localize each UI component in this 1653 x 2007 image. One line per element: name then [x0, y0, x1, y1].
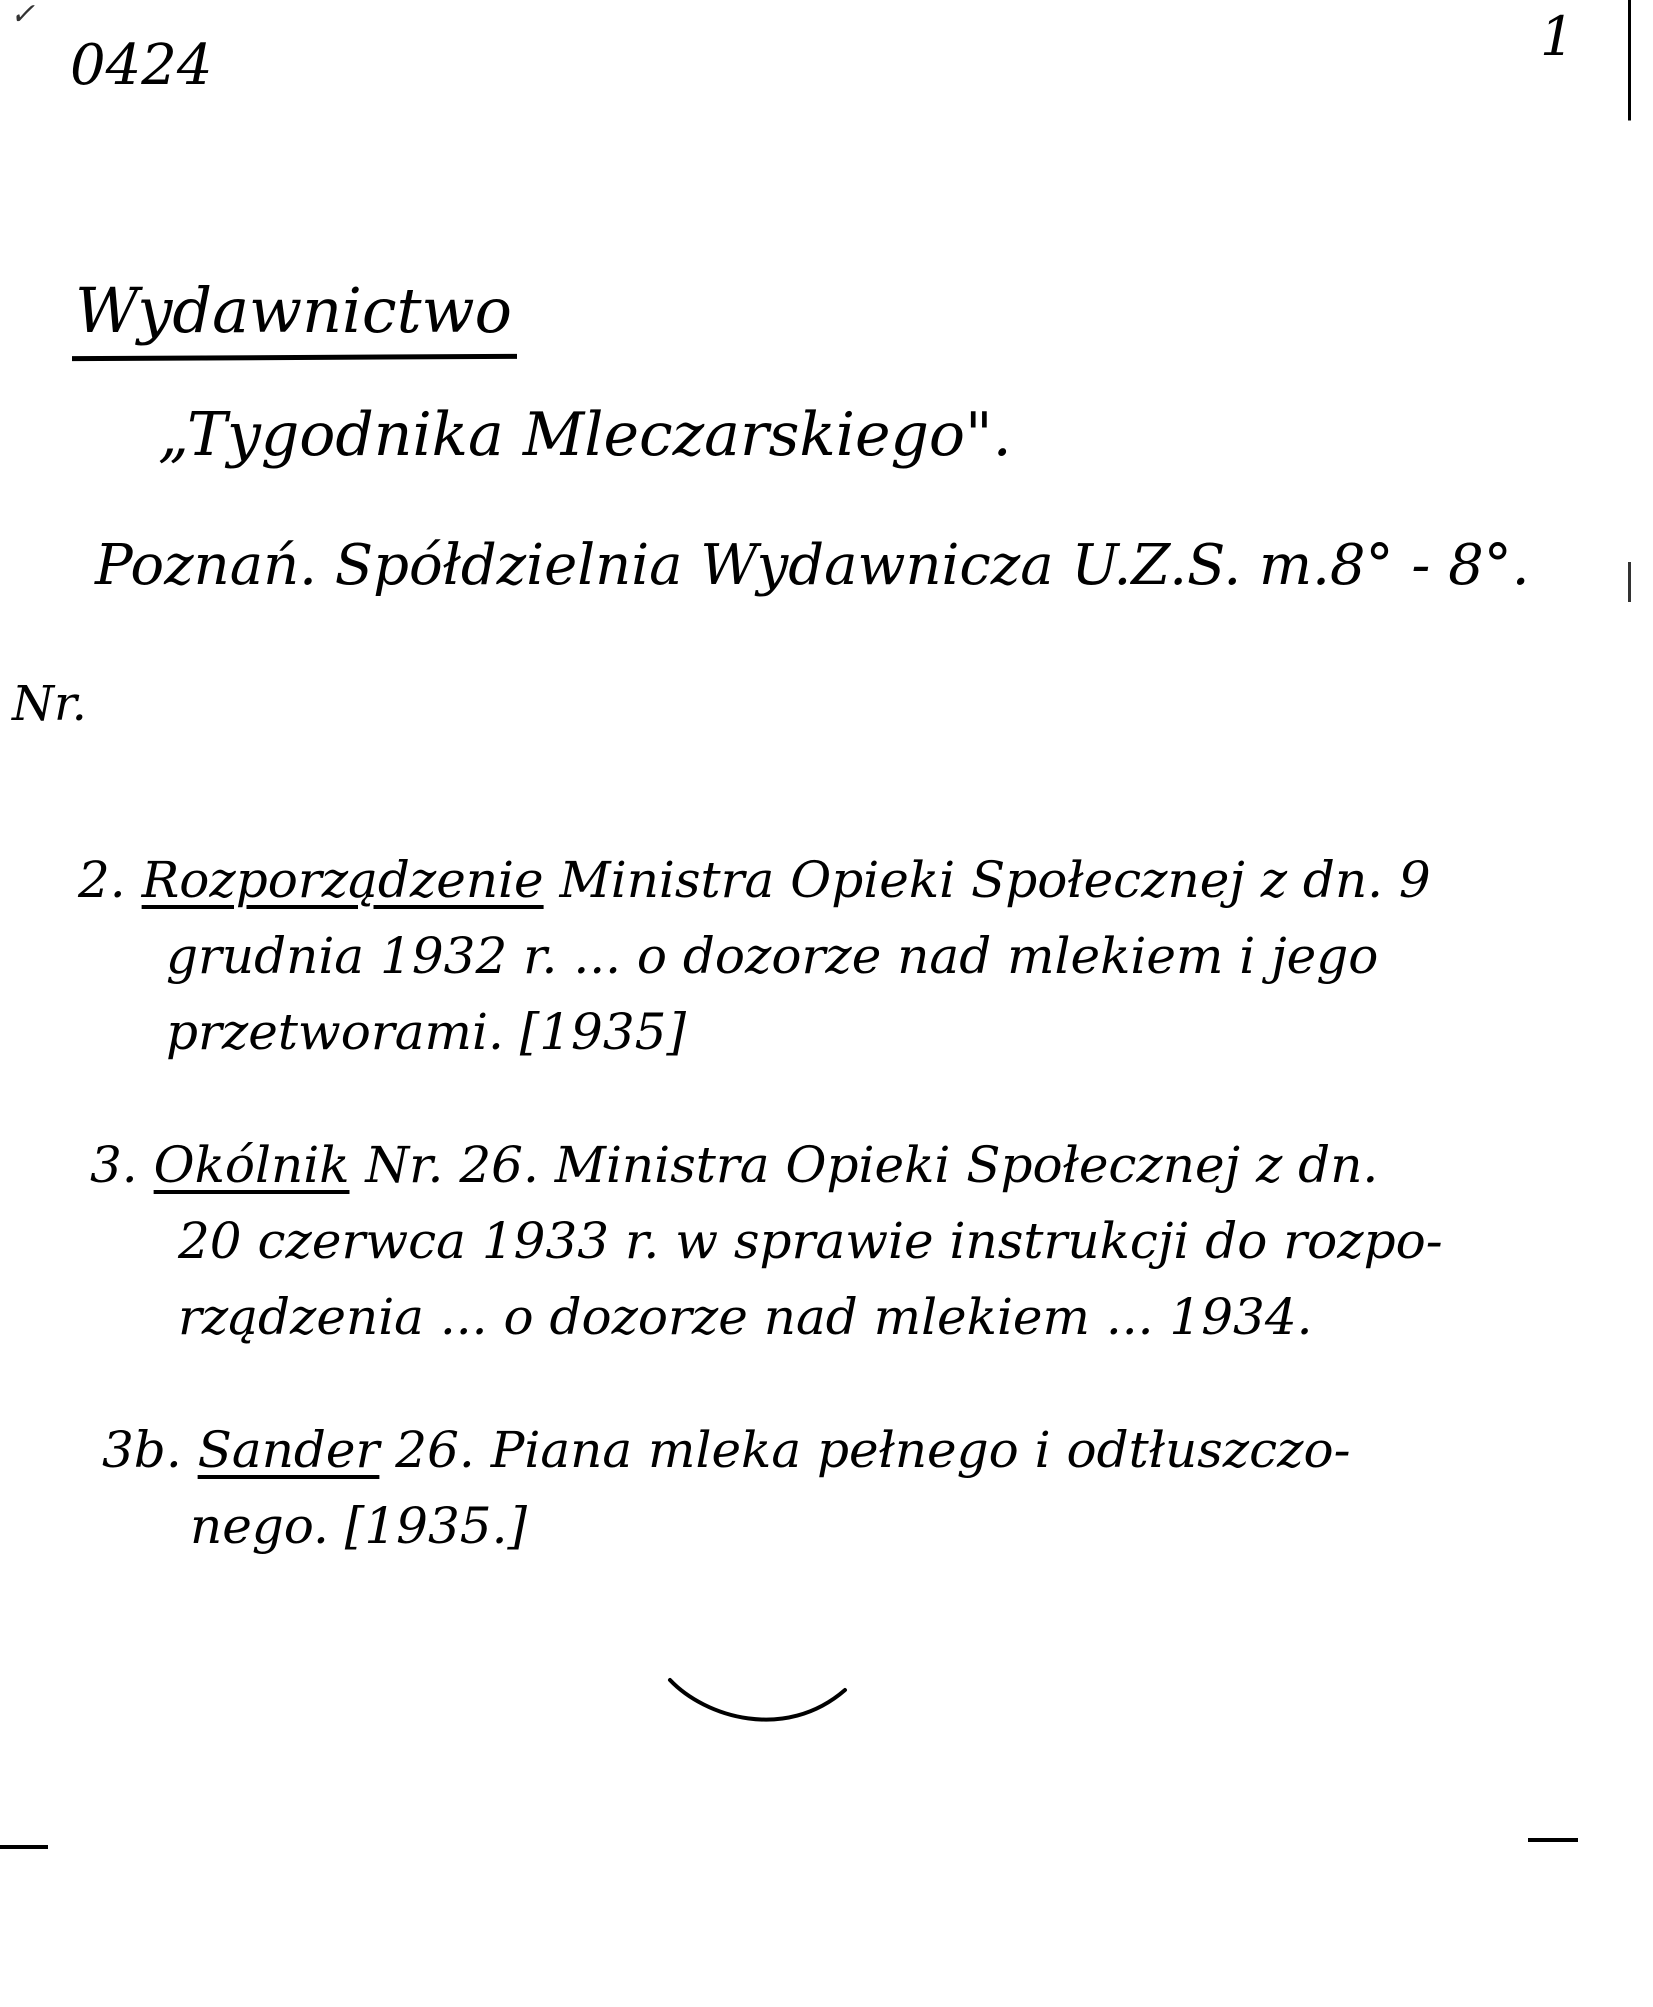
pen-stroke-curve	[665, 1672, 855, 1747]
page-number: 1	[1540, 5, 1575, 68]
entry-item	[90, 1127, 1443, 1355]
entry-item	[78, 842, 1431, 1070]
entry-item	[102, 1412, 1350, 1564]
entry-number: 3b.	[102, 1421, 182, 1479]
entry-line	[90, 1127, 1443, 1203]
entry-keyword: Rozporządzenie	[141, 851, 544, 909]
publisher-line: Poznań. Spółdzielnia Wydawnicza U.Z.S. m.8° - 8°.	[95, 533, 1530, 598]
entry-line	[102, 1412, 1350, 1488]
entry-line: rządzenia ... o dozorze nad mlekiem ... 1934.	[178, 1288, 1313, 1346]
scan-edge-mark-left	[0, 1845, 48, 1849]
catalog-number: 0424	[70, 33, 213, 98]
entry-line	[78, 842, 1431, 918]
entry-text: Ministra Opieki Społecznej z dn. 9	[543, 851, 1431, 909]
scan-edge-mark-right	[1528, 1838, 1578, 1842]
entry-keyword: Okólnik	[153, 1136, 350, 1194]
title-underline	[72, 354, 517, 361]
entry-line: nego. [1935.]	[190, 1497, 527, 1555]
entry-number: 3.	[90, 1136, 138, 1194]
nr-label: Nr.	[12, 676, 87, 732]
title-subtitle: „Tygodnika Mleczarskiego".	[158, 400, 1012, 470]
entry-line: grudnia 1932 r. ... o dozorze nad mlekiem i jego	[166, 927, 1379, 985]
entry-text: 26. Piana mleka pełnego i odtłuszczo-	[379, 1421, 1351, 1479]
entry-text: Nr. 26. Ministra Opieki Społecznej z dn.	[349, 1136, 1379, 1194]
entry-line: 20 czerwca 1933 r. w sprawie instrukcji do rozpo-	[178, 1212, 1443, 1270]
tick-mark-icon: ✓	[10, 0, 36, 32]
title-main: Wydawnictwo	[75, 274, 512, 347]
scan-edge-shadow	[1628, 0, 1631, 2007]
entry-keyword: Sander	[197, 1421, 380, 1479]
entry-number: 2.	[78, 851, 126, 909]
entry-line: przetworami. [1935]	[166, 1003, 686, 1061]
